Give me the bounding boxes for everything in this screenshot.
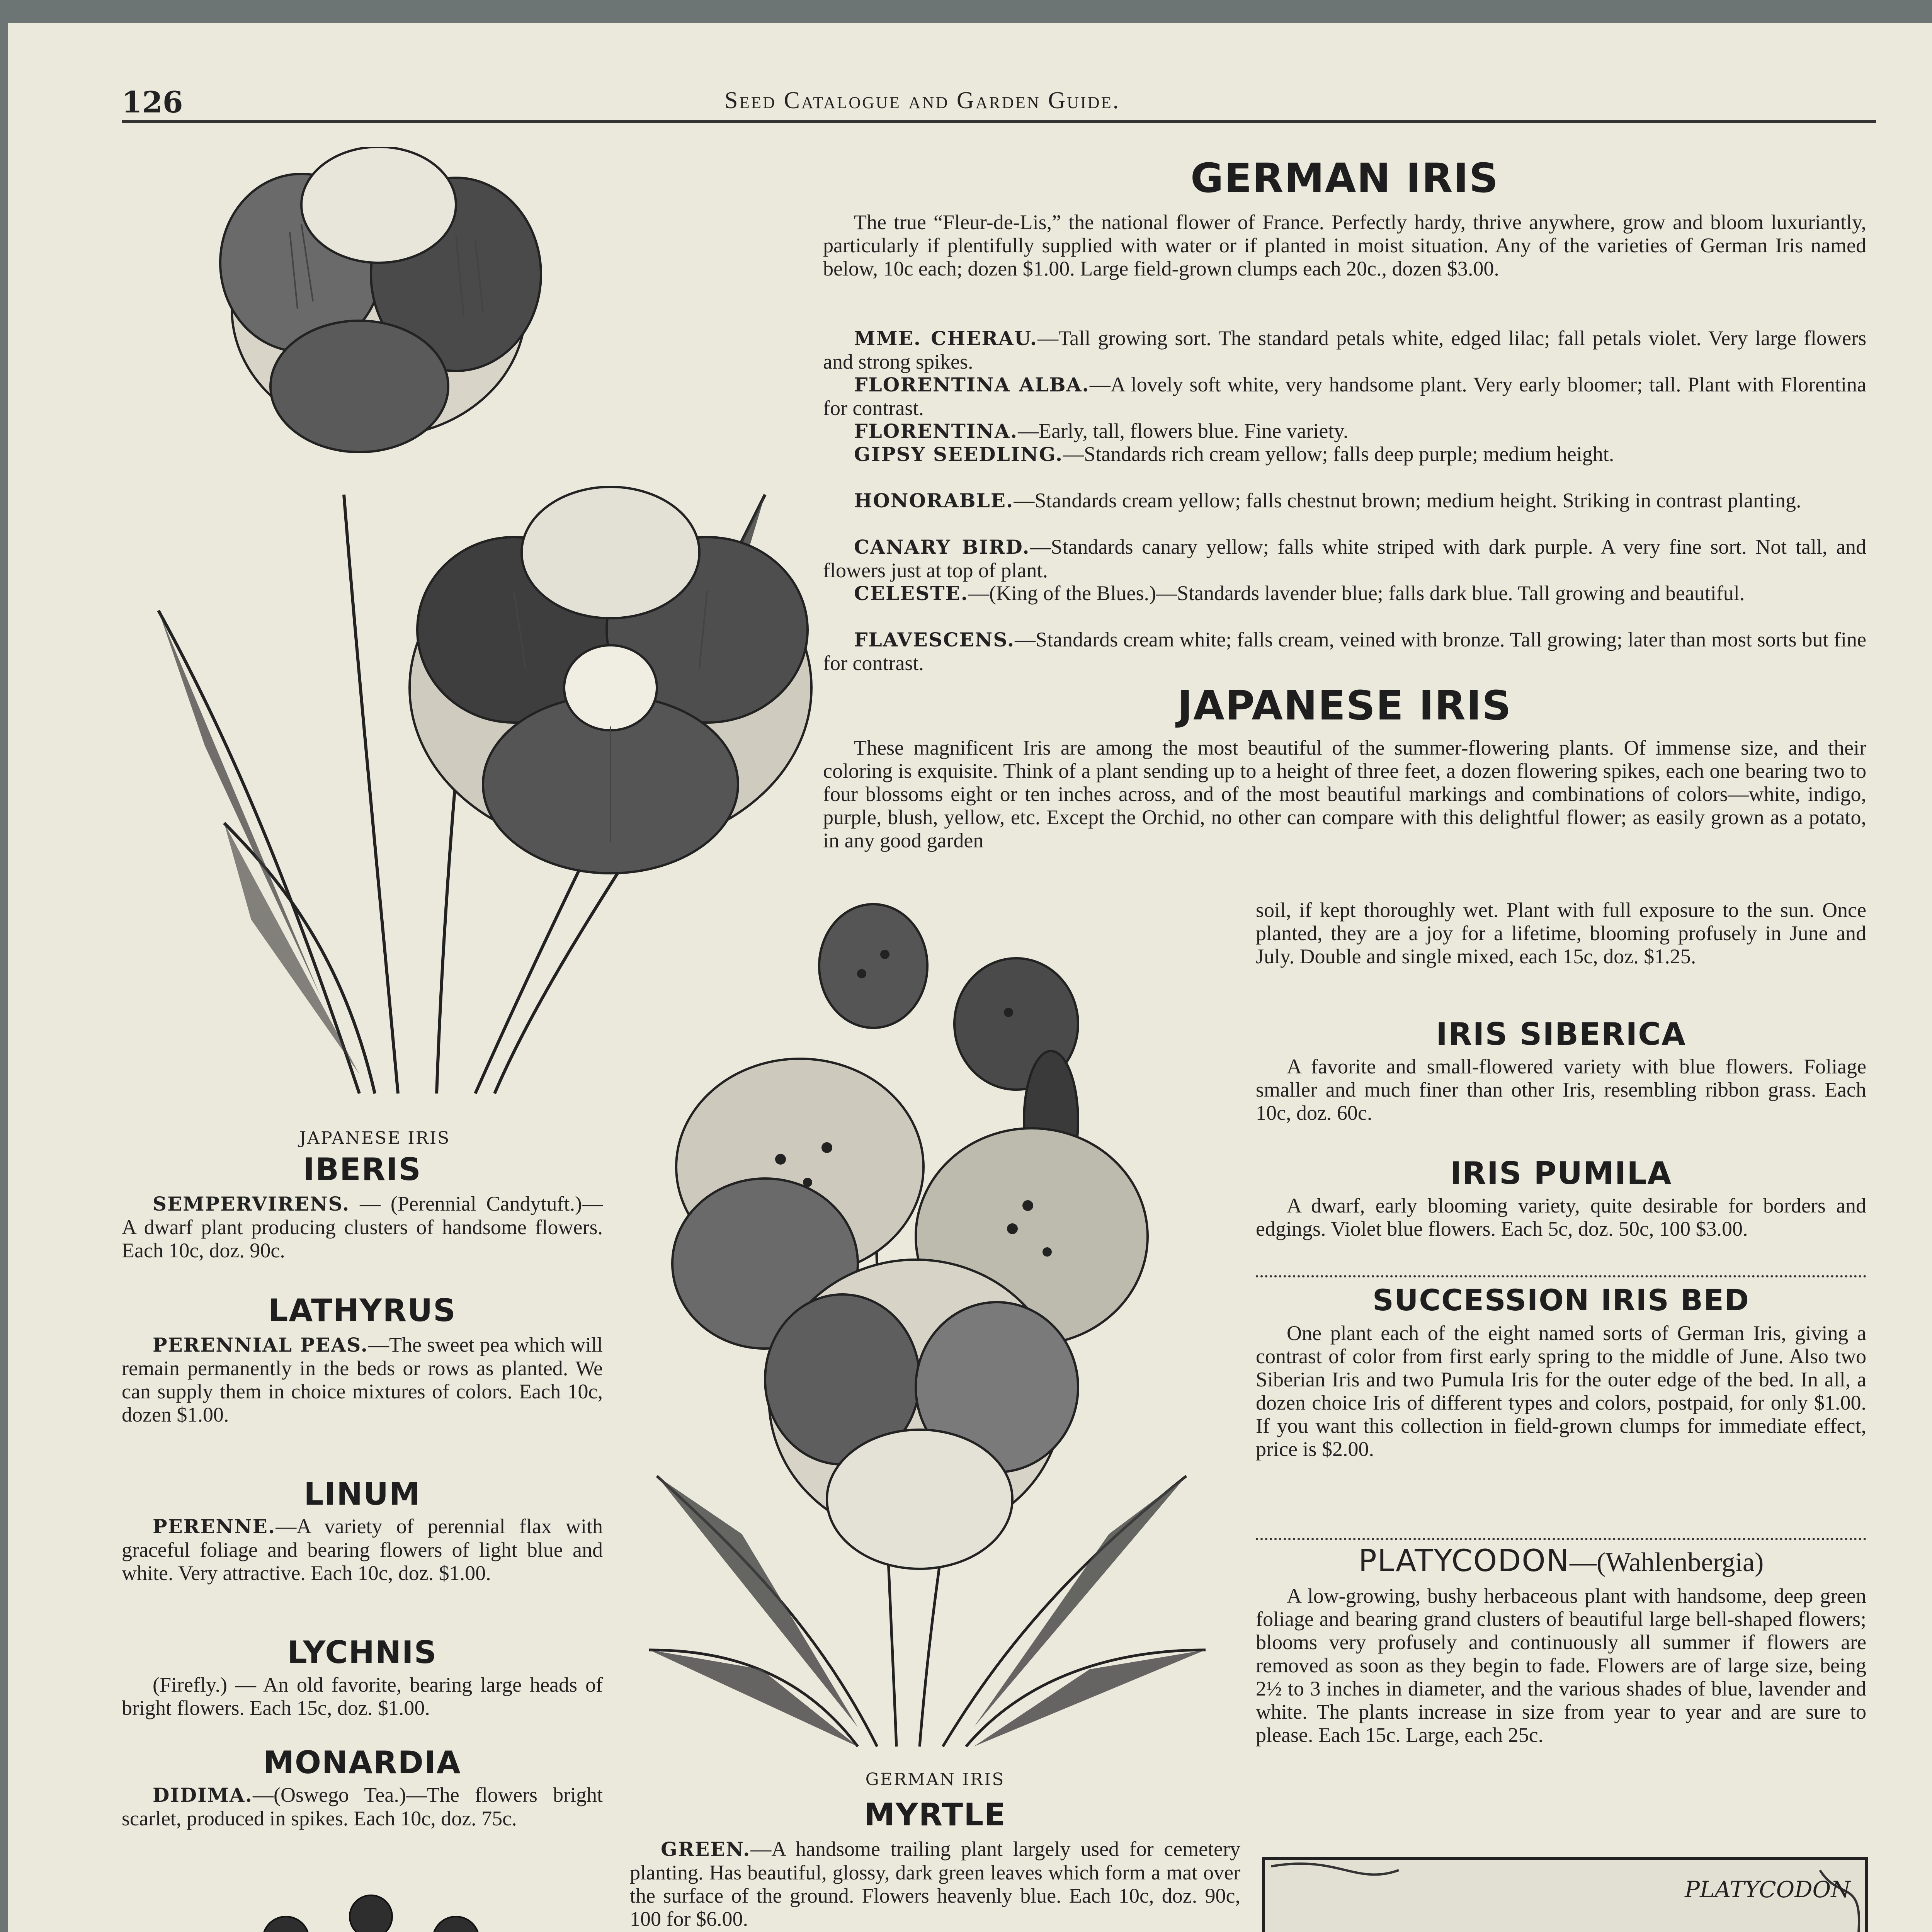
german-iris-variety-8: FLAVESCENS.—Standards cream white; falls cream, veined with bronze. Tall growing; later than most sorts but fine for contrast. [823,628,1866,675]
page-number: 126 [122,85,183,119]
japanese-iris-heading: JAPANESE IRIS [1177,682,1512,729]
german-iris-variety-2: FLORENTINA ALBA.—A lovely soft white, very handsome plant. Very early bloomer; tall. Plant with Florentina for contrast. [823,373,1866,420]
iberis-variety: SEMPERVIRENS. [153,1192,350,1215]
platycodon-subheading: —(Wahlenbergia) [1569,1548,1764,1577]
lathyrus-heading: LATHYRUS [268,1293,456,1328]
linum-heading: LINUM [304,1476,421,1512]
iberis-heading: IBERIS [303,1151,422,1187]
running-title: Seed Catalogue and Garden Guide. [724,87,1121,114]
german-iris-illustration [626,896,1229,1762]
caption-japanese-iris: JAPANESE IRIS [299,1128,451,1148]
succession-iris-bed-text: One plant each of the eight named sorts of German Iris, giving a contrast of color from first early spring to the middle of June. Also two Siberian Iris and two Pumula Iris for the outer edge of the bed. In all, a dozen choice Iris of different types and colors, postpaid, for only $1.00. If you want this collection in field-grown clumps for immediate effect, price is $2.00. [1256,1321,1866,1461]
monardia-variety: DIDIMA. [153,1784,253,1806]
japanese-iris-text-narrow: soil, if kept thoroughly wet. Plant with full exposure to the sun. Once planted, they are a joy for a lifetime, blooming profusely in June and July. Double and single mixed, each 15c, doz. $1.25. [1256,898,1866,968]
succession-iris-bed-heading: SUCCESSION IRIS BED [1372,1283,1750,1317]
lychnis-text: (Firefly.) — An old favorite, bearing large heads of bright flowers. Each 15c, doz. $1.00. [122,1673,603,1719]
iris-pumila-text: A dwarf, early blooming variety, quite desirable for borders and edgings. Violet blue flowers. Each 5c, doz. 50c, 100 $3.00. [1256,1194,1866,1240]
monardia-heading: MONARDIA [263,1745,461,1781]
linum-variety: PERENNE. [153,1515,276,1538]
iberis-text: SEMPERVIRENS. — (Perennial Candytuft.)—A dwarf plant producing clusters of handsome flowers. Each 10c, doz. 90c. [122,1192,603,1262]
german-iris-variety-6: CANARY BIRD.—Standards canary yellow; falls white striped with dark purple. A very fine sort. Not tall, and flowers just at top of plant. [823,535,1867,582]
german-iris-heading: GERMAN IRIS [1190,155,1499,202]
japanese-iris-text-wide: These magnificent Iris are among the most beautiful of the summer-flowering plants. Of immense size, and their coloring is exquisite. Think of a plant sending up to a height of three feet, a dozen flowering spikes, each one bearing two to four blossoms eight or ten inches across, and of the most beautiful markings and combinations of colors—white, indigo, purple, blush, yellow, etc. Except the Orchid, no other can compare with this delightful flower; as easily grown as a potato, in any good garden [823,736,1866,852]
myrtle-heading: MYRTLE [864,1797,1006,1833]
divider-wavy-1 [1256,1275,1866,1280]
myrtle-variety: GREEN. [661,1838,751,1861]
hardy-garden-pink-illustration [124,1862,626,1932]
platycodon-heading: PLATYCODON [1358,1544,1570,1578]
iris-pumila-heading: IRIS PUMILA [1450,1155,1672,1191]
platycodon-illustration [1260,1855,1870,1932]
german-iris-variety-1: MME. CHERAU.—Tall growing sort. The standard petals white, edged lilac; fall petals violet. Very large flowers and strong spikes. [823,327,1866,373]
iris-siberica-heading: IRIS SIBERICA [1436,1016,1686,1052]
lychnis-heading: LYCHNIS [287,1634,437,1670]
monardia-text: DIDIMA.—(Oswego Tea.)—The flowers bright scarlet, produced in spikes. Each 10c, doz. 75c. [122,1783,603,1830]
german-iris-variety-5: HONORABLE.—Standards cream yellow; falls chestnut brown; medium height. Striking in contrast planting. [854,489,1801,512]
running-head [122,70,1876,123]
german-iris-variety-4: GIPSY SEEDLING.—Standards rich cream yellow; falls deep purple; medium height. [854,442,1614,466]
iris-siberica-text: A favorite and small-flowered variety with blue flowers. Foliage smaller and much finer than other Iris, resembling ribbon grass. Each 10c, doz. 60c. [1256,1055,1866,1124]
platycodon-heading-row [1256,1544,1866,1578]
platycodon-text: A low-growing, bushy herbaceous plant with handsome, deep green foliage and bearing grand clusters of beautiful large bell-shaped flowers; blooms very profusely and continuously all summer if flowers are removed as soon as they begin to fade. Flowers are of large size, being 2½ to 3 inches in diameter, and the various shades of blue, lavender and white. The plants increase in size from year to year and are sure to please. Each 15c. Large, each 25c. [1256,1584,1866,1747]
lathyrus-text: PERENNIAL PEAS.—The sweet pea which will remain permanently in the beds or rows as planted. We can supply them in choice mixtures of colors. Each 10c, dozen $1.00. [122,1333,603,1426]
platycodon-image-label: PLATYCODON [1685,1876,1850,1903]
linum-text: PERENNE.—A variety of perennial flax with graceful foliage and bearing flowers of light blue and white. Very attractive. Each 10c, doz. $1.00. [122,1515,603,1585]
lathyrus-variety: PERENNIAL PEAS. [153,1333,369,1356]
german-iris-intro: The true “Fleur-de-Lis,” the national flower of France. Perfectly hardy, thrive anywhere, grow and bloom luxuriantly, particularly if plentifully supplied with water or if planted in moist situation. Any of the varieties of German Iris named below, 10c each; dozen $1.00. Large field-grown clumps each 20c., dozen $3.00. [823,211,1866,280]
german-iris-variety-3: FLORENTINA.—Early, tall, flowers blue. Fine variety. [854,419,1349,442]
german-iris-variety-7: CELESTE.—(King of the Blues.)—Standards lavender blue; falls dark blue. Tall growing and beautiful. [854,582,1745,605]
caption-german-iris: GERMAN IRIS [865,1770,1005,1789]
divider-wavy-2 [1256,1538,1866,1543]
myrtle-text: GREEN.—A handsome trailing plant largely used for cemetery planting. Has beautiful, glossy, dark green leaves which form a mat over the surface of the ground. Flowers heavenly blue. Each 10c, doz. 90c, 100 for $6.00. [630,1837,1240,1930]
